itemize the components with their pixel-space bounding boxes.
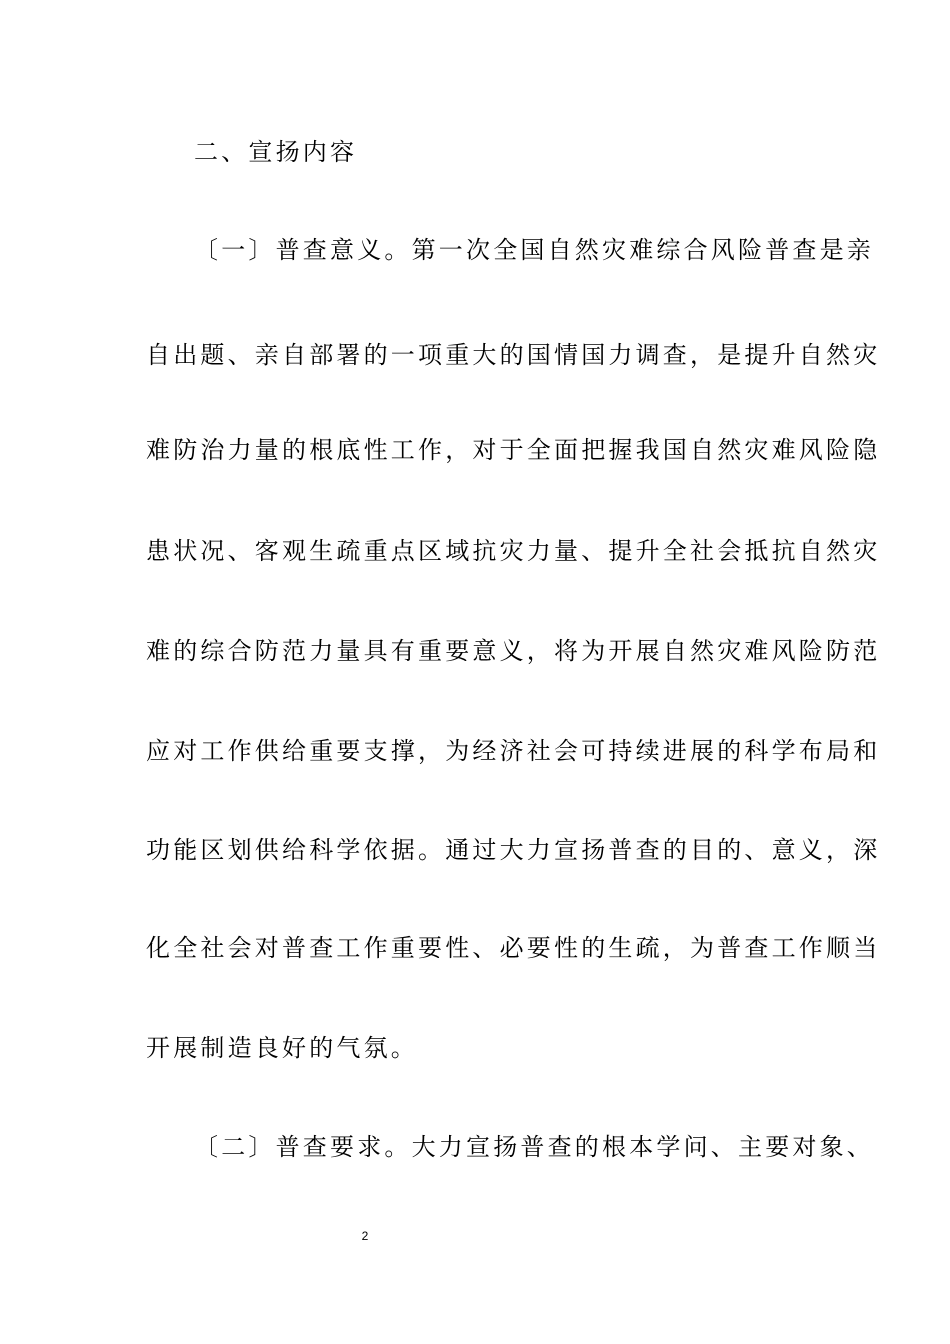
paragraph-1-line-1: 〔一〕普查意义。第一次全国自然灾难综合风险普查是亲 (194, 236, 874, 264)
paragraph-1-line-4: 患状况、客观生疏重点区域抗灾力量、提升全社会抵抗自然灾 (146, 537, 881, 565)
paragraph-1-line-2: 自出题、亲自部署的一项重大的国情国力调查，是提升自然灾 (146, 341, 881, 369)
paragraph-1-line-5: 难的综合防范力量具有重要意义，将为开展自然灾难风险防范 (146, 637, 881, 665)
paragraph-2-line-1: 〔二〕普查要求。大力宣扬普查的根本学问、主要对象、 (194, 1133, 874, 1161)
paragraph-1-line-6: 应对工作供给重要支撑，为经济社会可持续进展的科学布局和 (146, 737, 881, 765)
section-heading: 二、宣扬内容 (194, 138, 358, 166)
paragraph-1-line-8: 化全社会对普查工作重要性、必要性的生疏，为普查工作顺当 (146, 934, 881, 962)
paragraph-1-line-7: 功能区划供给科学依据。通过大力宣扬普查的目的、意义，深 (146, 836, 881, 864)
paragraph-1-line-9: 开展制造良好的气氛。 (146, 1034, 418, 1062)
paragraph-1-line-3: 难防治力量的根底性工作，对于全面把握我国自然灾难风险隐 (146, 436, 881, 464)
page-number: 2 (361, 1229, 369, 1243)
